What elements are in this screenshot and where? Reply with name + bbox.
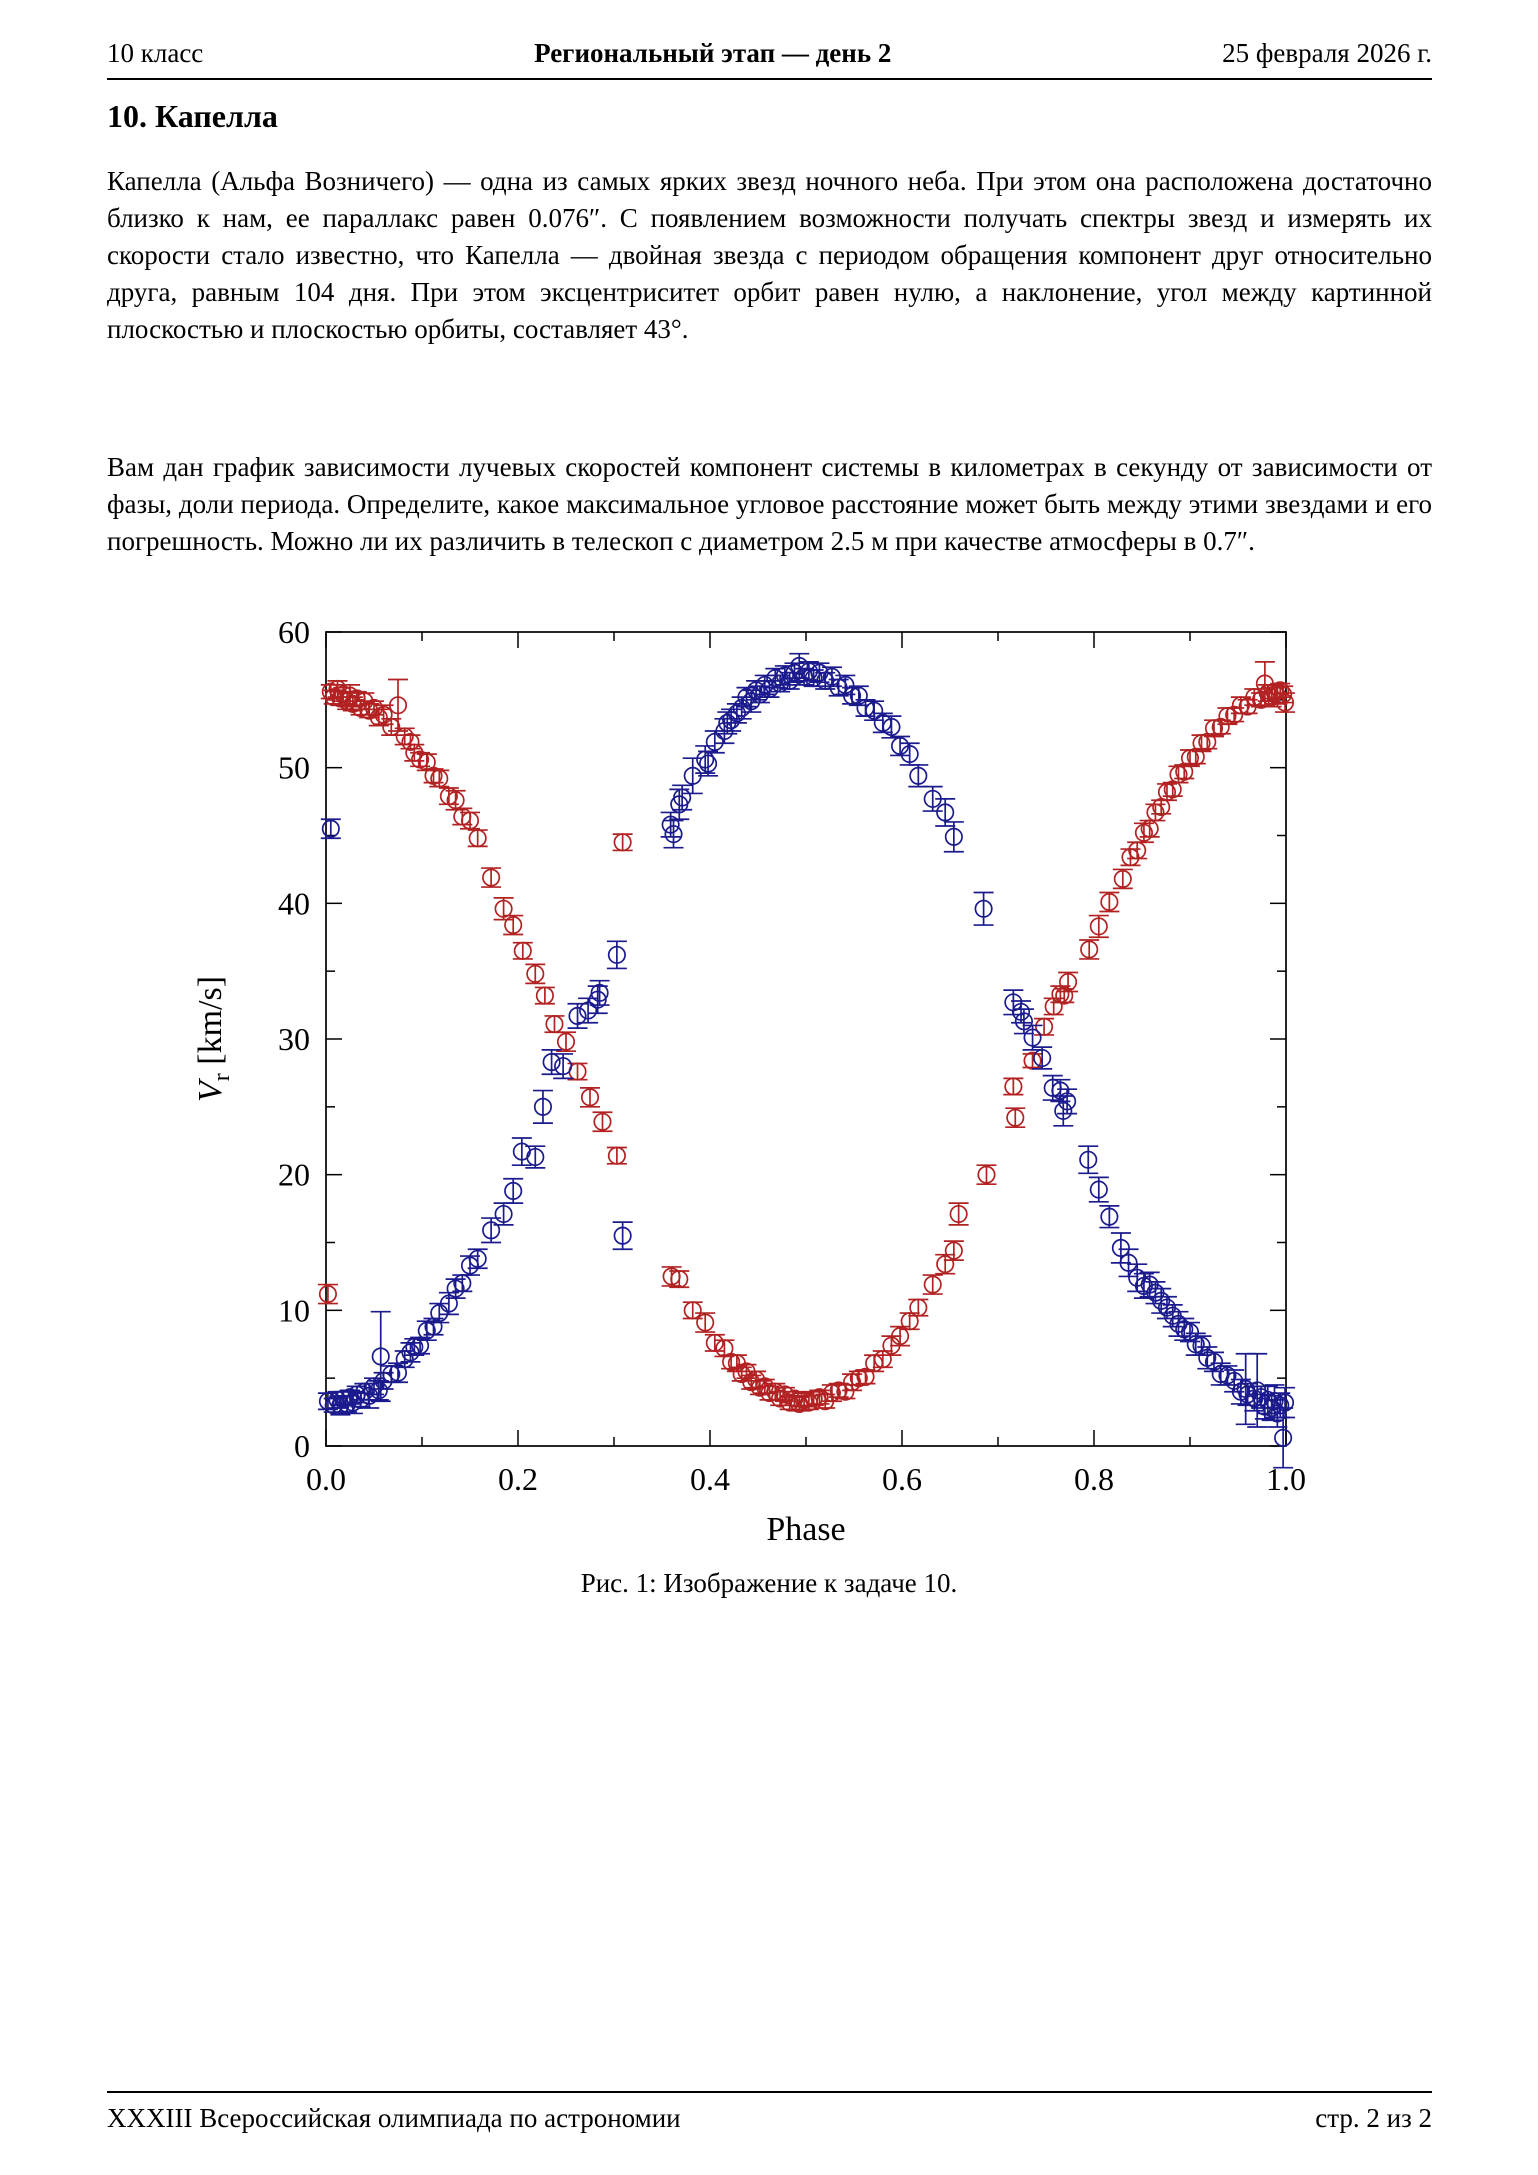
x-axis-label: Phase — [766, 1511, 846, 1548]
header-left-grade: 10 класс — [107, 38, 204, 68]
data-point — [468, 830, 488, 846]
data-point — [321, 819, 341, 838]
data-point — [935, 1255, 955, 1274]
data-point — [698, 751, 718, 775]
problem-title: 10. Капелла — [107, 98, 278, 134]
data-point — [535, 987, 555, 1003]
figure-caption: Рис. 1: Изображение к задаче 10. — [580, 1568, 958, 1598]
y-tick-label: 50 — [278, 749, 310, 786]
problem-paragraph-2: Вам дан график зависимости лучевых скоростей компонент системы в километрах в секунду от зависимости от фазы, доли периода. Определите, какое максимальное угловое расстояние может быть между этими звездами и его погрешность. Можно ли их различить в телескоп с диаметром 2.5 м при качестве атмосферы в 0.7″. — [107, 452, 1432, 556]
data-point — [503, 916, 523, 935]
x-tick-label: 1.0 — [1266, 1461, 1306, 1497]
data-point — [1151, 799, 1171, 815]
data-point — [400, 1343, 420, 1362]
data-point — [494, 1203, 514, 1225]
data-point — [513, 943, 533, 959]
data-point — [881, 716, 901, 738]
figure-container — [149, 610, 1389, 1620]
data-point — [1034, 1019, 1054, 1035]
data-point — [1099, 892, 1119, 911]
data-point — [864, 701, 884, 720]
x-tick-label: 0.0 — [306, 1461, 346, 1497]
data-point — [1005, 1108, 1025, 1127]
series-component-A-red — [318, 662, 1295, 1412]
data-point — [318, 1285, 338, 1304]
data-point — [1089, 1177, 1109, 1201]
data-point — [481, 1218, 501, 1242]
data-point — [1003, 1078, 1023, 1094]
data-point — [974, 892, 994, 925]
x-tick-label: 0.4 — [690, 1461, 730, 1497]
data-point — [400, 734, 420, 750]
data-point — [613, 834, 633, 850]
y-tick-label: 40 — [278, 885, 310, 922]
data-point — [908, 765, 928, 787]
data-point — [481, 868, 501, 887]
y-tick-label: 60 — [278, 614, 310, 650]
data-point — [533, 1091, 553, 1124]
y-tick-label: 30 — [278, 1021, 310, 1057]
data-point — [568, 1004, 588, 1028]
data-point — [404, 1339, 424, 1355]
y-tick-label: 10 — [278, 1292, 310, 1329]
data-point — [556, 1032, 576, 1051]
data-point — [661, 812, 681, 836]
x-tick-label: 0.2 — [498, 1461, 538, 1497]
data-point — [578, 998, 598, 1022]
footer-page-number: стр. 2 из 2 — [1315, 2103, 1432, 2133]
data-point — [1078, 1146, 1098, 1173]
header-right-date: 25 февраля 2026 г. — [1222, 38, 1432, 68]
x-tick-label: 0.8 — [1074, 1461, 1114, 1497]
header-divider — [107, 78, 1432, 80]
page-header — [107, 38, 1432, 69]
data-point — [613, 1222, 633, 1249]
axis-ticks — [326, 632, 1286, 1446]
data-point — [503, 1179, 523, 1203]
data-point — [944, 1241, 964, 1260]
data-point — [592, 1112, 612, 1131]
data-point — [525, 964, 545, 983]
axis-tick-labels — [278, 614, 1306, 1497]
data-point — [607, 941, 627, 968]
data-point — [949, 1203, 969, 1225]
problem-paragraph-1: Капелла (Альфа Возничего) — одна из самых ярких звезд ночного неба. При этом она расположена достаточно близко к нам, ее параллакс равен 0.076″. С появлением возможности получать спектры звезд и измерять их скорости стало известно, что Капелла — двойная звезда с периодом обращения компонент друг относительно друга, равным 104 дня. При этом эксцентриситет орбит равен нулю, а наклонение, угол между картинной плоскостью и плоскостью орбиты, составляет 43°. — [107, 166, 1432, 344]
data-point — [1099, 1206, 1119, 1228]
header-center-stage: Региональный этап — день 2 — [534, 38, 892, 68]
data-point — [607, 1147, 627, 1163]
data-point — [664, 821, 684, 848]
data-point — [1089, 916, 1109, 938]
data-point — [1079, 940, 1099, 959]
rv-chart — [149, 610, 1389, 1620]
data-point — [1113, 869, 1133, 888]
y-axis-label: $V_r$ [km/s] — [192, 975, 235, 1103]
footer-olympiad-name: XXXIII Всероссийская олимпиада по астрономии — [107, 2103, 681, 2133]
y-tick-label: 0 — [294, 1428, 310, 1464]
data-point — [429, 1304, 449, 1323]
page-footer — [107, 2103, 1432, 2134]
data-point — [580, 1088, 600, 1107]
series-component-B-blue — [318, 654, 1295, 1468]
data-point — [1134, 823, 1154, 842]
x-tick-label: 0.6 — [882, 1461, 922, 1497]
data-point — [544, 1016, 564, 1032]
data-point — [923, 1275, 943, 1294]
data-point — [705, 1335, 725, 1351]
plot-frame — [326, 632, 1286, 1446]
data-point — [976, 1165, 996, 1184]
y-tick-label: 20 — [278, 1156, 310, 1193]
footer-divider — [107, 2091, 1432, 2093]
